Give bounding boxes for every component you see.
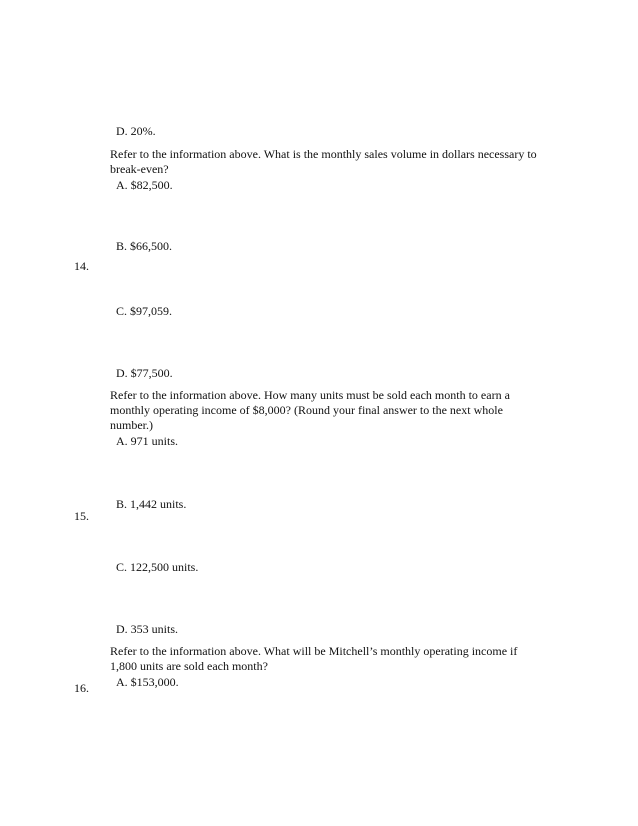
q14-question-line-1: Refer to the information above. What is the monthly sales volume in dollars necessary to bbox=[110, 147, 537, 161]
q14-number: 14. bbox=[74, 259, 89, 273]
q16-number: 16. bbox=[74, 681, 89, 695]
q15-option-c: C. 122,500 units. bbox=[116, 560, 199, 574]
q15-question-line-1: Refer to the information above. How many units must be sold each month to earn a bbox=[110, 388, 510, 402]
q15-question-line-3: number.) bbox=[110, 418, 153, 432]
q14-question-line-2: break-even? bbox=[110, 162, 169, 176]
q14-option-d: D. $77,500. bbox=[116, 366, 173, 380]
q14-option-c: C. $97,059. bbox=[116, 304, 173, 318]
q16-question-line-1: Refer to the information above. What will be Mitchell’s monthly operating income if bbox=[110, 644, 518, 658]
q15-option-b: B. 1,442 units. bbox=[116, 497, 187, 511]
q15-number: 15. bbox=[74, 509, 89, 523]
q16-option-a: A. $153,000. bbox=[116, 675, 179, 689]
q13-option-d: D. 20%. bbox=[116, 124, 156, 138]
q15-option-d: D. 353 units. bbox=[116, 622, 179, 636]
q14-option-a: A. $82,500. bbox=[116, 178, 173, 192]
q14-option-b: B. $66,500. bbox=[116, 239, 173, 253]
q16-question-line-2: 1,800 units are sold each month? bbox=[110, 659, 268, 673]
q15-option-a: A. 971 units. bbox=[116, 434, 179, 448]
q15-question-line-2: monthly operating income of $8,000? (Round your final answer to the next whole bbox=[110, 403, 503, 417]
